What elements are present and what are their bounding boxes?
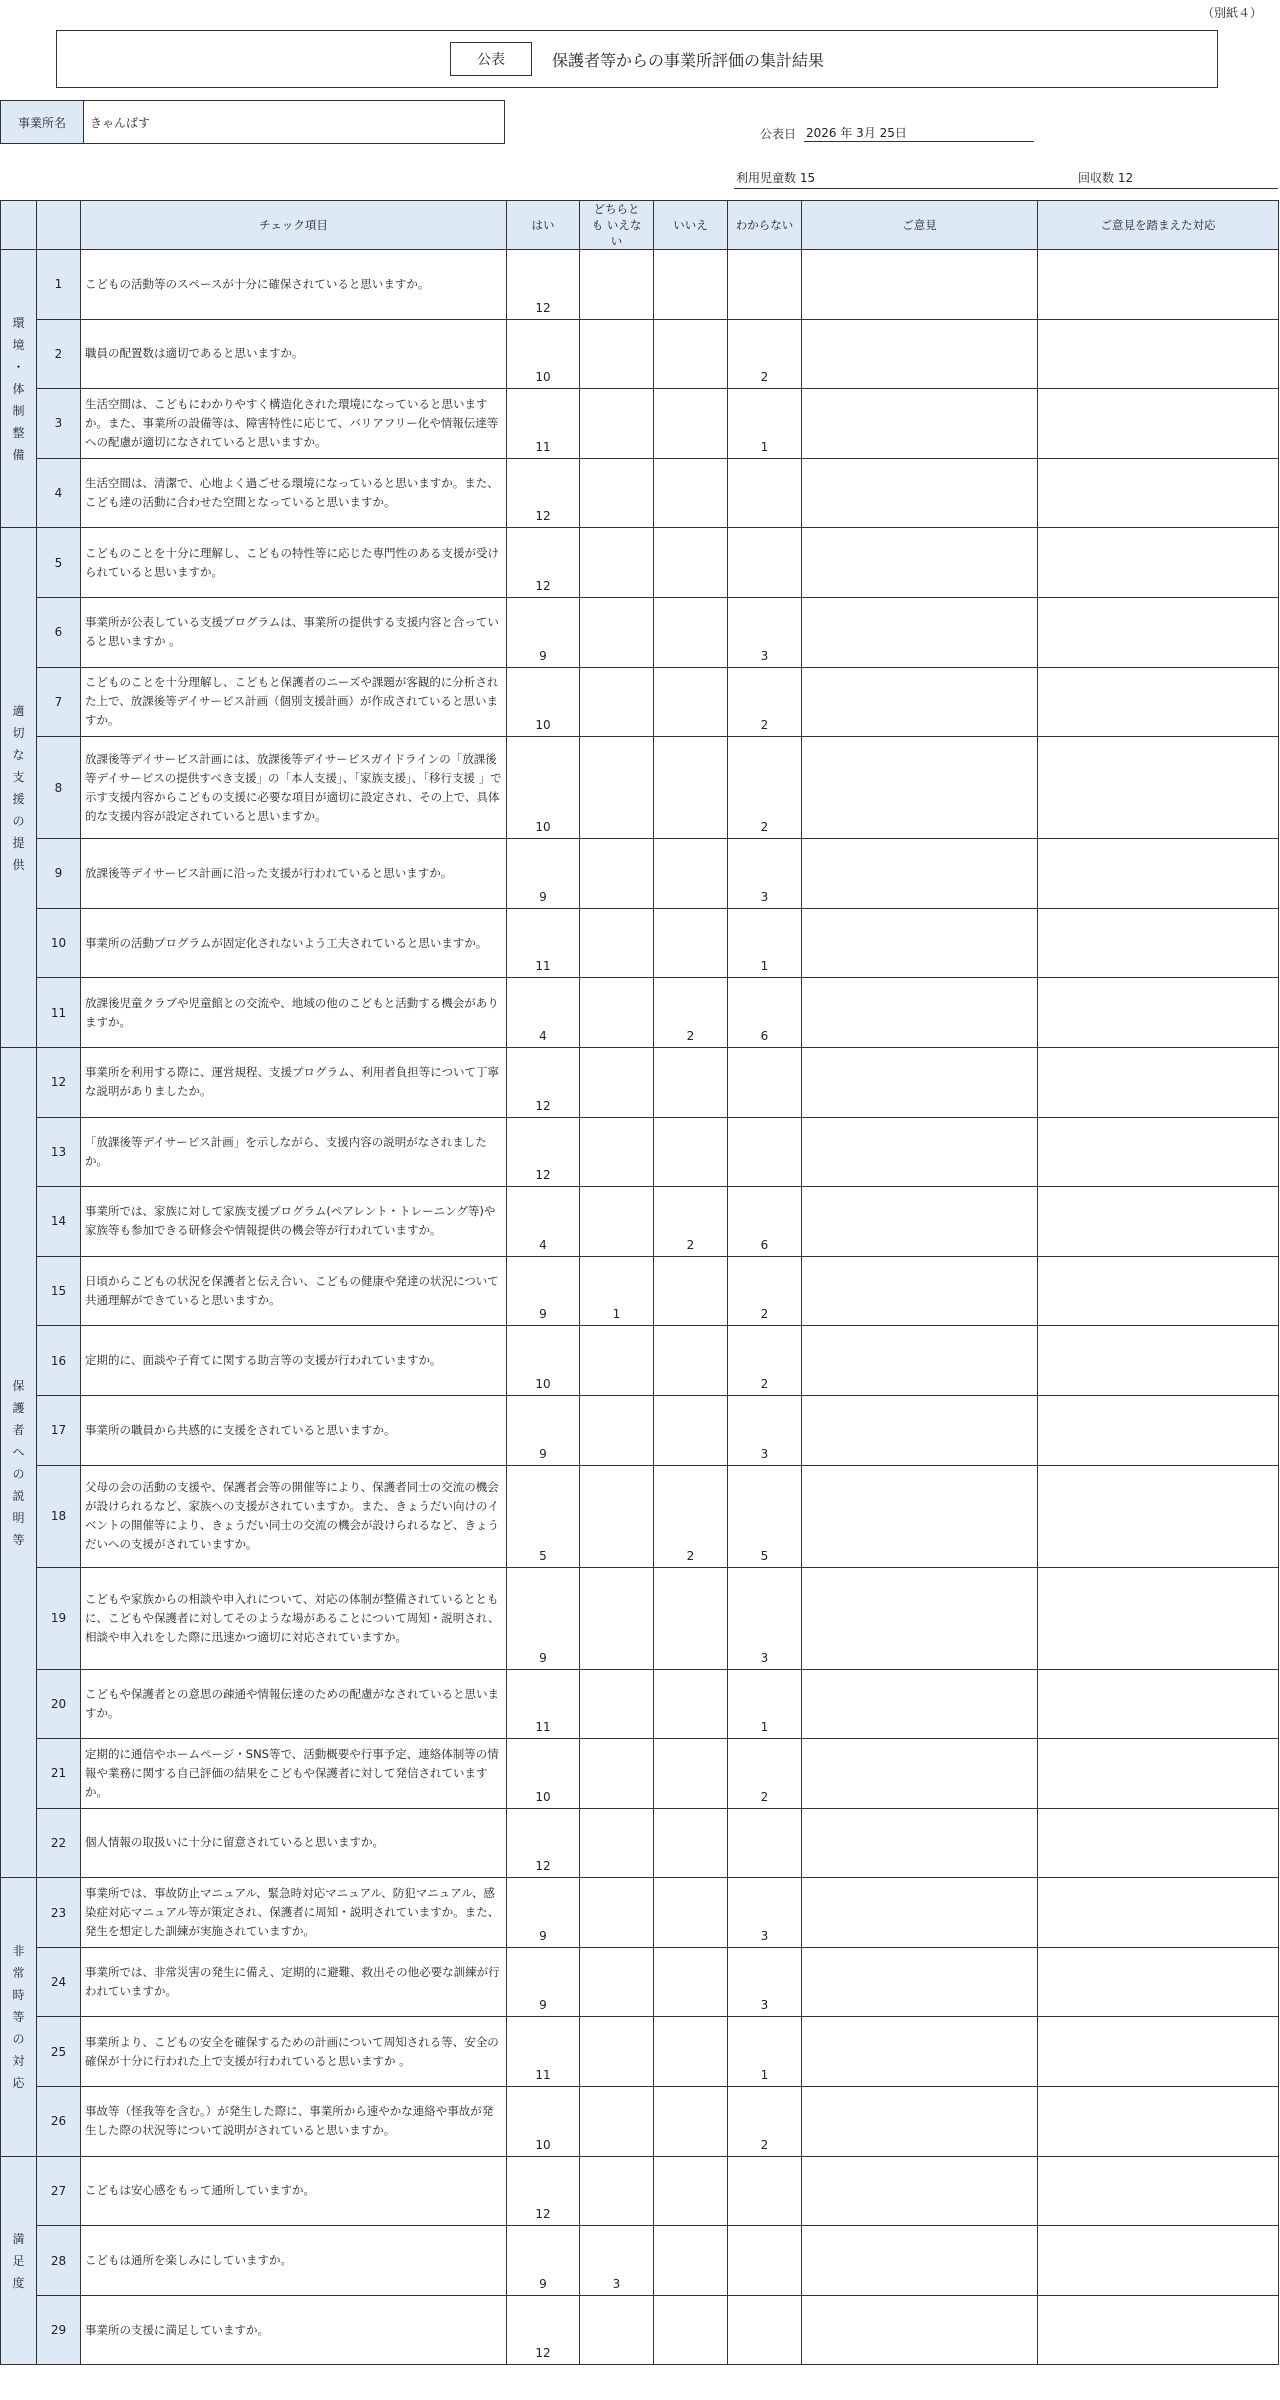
yes-count: 10 [507,1739,580,1809]
unknown-count: 1 [728,2017,802,2087]
opinion-cell [802,389,1038,459]
table-row [1,978,1279,1048]
opinion-cell [802,1395,1038,1465]
table-row [1,250,1279,320]
yes-count: 9 [507,1256,580,1326]
table-row [1,839,1279,909]
unknown-count [728,1808,802,1878]
no-count [654,737,728,839]
opinion-cell [802,839,1038,909]
row-number: 25 [37,2017,81,2087]
unknown-count: 2 [728,667,802,737]
header-neither: どちらとも いえない [580,201,654,250]
no-count [654,2295,728,2365]
no-count [654,1567,728,1669]
check-item-text: こどものことを十分に理解し、こどもの特性等に応じた専門性のある支援が受けられていると思いますか。 [81,528,507,598]
check-item-text: 事業所を利用する際に、運営規程、支援プログラム、利用者負担等について丁寧な説明がありましたか。 [81,1047,507,1117]
response-cell [1038,2017,1279,2087]
neither-count [580,1465,654,1567]
table-header-row [1,201,1279,250]
row-number: 22 [37,1808,81,1878]
table-row [1,2295,1279,2365]
category-label [1,2156,37,2365]
office-name-value: きゃんばす [90,115,151,130]
neither-count [580,1808,654,1878]
table-row [1,528,1279,598]
yes-count: 12 [507,1808,580,1878]
no-count: 2 [654,1187,728,1257]
response-cell [1038,839,1279,909]
neither-count [580,1187,654,1257]
category-text: 非 常 時 等 の 対 応 [12,1943,25,2090]
no-count [654,1326,728,1396]
check-item-text: 事業所では、非常災害の発生に備え、定期的に避難、救出その他必要な訓練が行われていますか。 [81,1947,507,2017]
yes-count: 9 [507,597,580,667]
yes-count: 11 [507,2017,580,2087]
returned-count-value: 12 [1117,171,1134,185]
response-cell [1038,1808,1279,1878]
opinion-cell [802,250,1038,320]
unknown-count: 3 [728,1567,802,1669]
yes-count: 10 [507,1326,580,1396]
check-item-text: 放課後等デイサービス計画に沿った支援が行われていると思いますか。 [81,839,507,909]
no-count [654,1739,728,1809]
unknown-count: 1 [728,908,802,978]
category-label [1,250,37,528]
opinion-cell [802,1187,1038,1257]
neither-count [580,389,654,459]
neither-count [580,908,654,978]
returned-count-label: 回収数 [1078,171,1115,185]
neither-count [580,1326,654,1396]
unknown-count [728,250,802,320]
check-item-text: こどものことを十分理解し、こどもと保護者のニーズや課題が客観的に分析された上で、放課後等デイサービス計画（個別支援計画）が作成されていると思いますか。 [81,667,507,737]
table-row [1,319,1279,389]
opinion-cell [802,908,1038,978]
row-number: 7 [37,667,81,737]
category-label [1,528,37,1048]
yes-count: 9 [507,839,580,909]
response-cell [1038,737,1279,839]
yes-count: 12 [507,1117,580,1187]
neither-count: 3 [580,2226,654,2296]
unknown-count: 3 [728,1878,802,1948]
neither-count [580,1947,654,2017]
category-text: 環 境 ・ 体 制 整 備 [12,315,25,462]
publication-badge: 公表 [450,42,532,76]
neither-count [580,2295,654,2365]
yes-count: 4 [507,978,580,1048]
row-number: 23 [37,1878,81,1948]
opinion-cell [802,597,1038,667]
response-cell [1038,1739,1279,1809]
neither-count [580,1567,654,1669]
opinion-cell [802,2017,1038,2087]
response-cell [1038,908,1279,978]
neither-count [580,1669,654,1739]
header-check-item: チェック項目 [81,201,507,250]
table-row [1,1669,1279,1739]
row-number: 12 [37,1047,81,1117]
no-count [654,458,728,528]
table-row [1,1117,1279,1187]
no-count [654,528,728,598]
unknown-count: 1 [728,389,802,459]
yes-count: 10 [507,737,580,839]
no-count [654,1878,728,1948]
neither-count [580,2087,654,2157]
unknown-count: 2 [728,2087,802,2157]
table-row [1,389,1279,459]
page-title: 保護者等からの事業所評価の集計結果 [551,50,824,70]
check-item-text: 日頃からこどもの状況を保護者と伝え合い、こどもの健康や発達の状況について共通理解ができていると思いますか。 [81,1256,507,1326]
opinion-cell [802,978,1038,1048]
check-item-text: 事業所が公表している支援プログラムは、事業所の提供する支援内容と合っていると思いますか 。 [81,597,507,667]
unknown-count: 2 [728,1739,802,1809]
row-number: 2 [37,319,81,389]
publication-date [760,124,1034,142]
no-count [654,1947,728,2017]
row-number: 19 [37,1567,81,1669]
unknown-count [728,2156,802,2226]
neither-count [580,1739,654,1809]
check-item-text: 生活空間は、こどもにわかりやすく構造化された環境になっていると思いますか。また、事業所の設備等は、障害特性に応じて、バリアフリー化や情報伝達等への配慮が適切になされていると思いますか。 [81,389,507,459]
no-count [654,319,728,389]
opinion-cell [802,1739,1038,1809]
yes-count: 9 [507,1567,580,1669]
table-row [1,2087,1279,2157]
unknown-count [728,2226,802,2296]
header-unknown: わからない [728,201,802,250]
check-item-text: 定期的に通信やホームページ・SNS等で、活動概要や行事予定、連絡体制等の情報や業務に関する自己評価の結果をこどもや保護者に対して発信されていますか。 [81,1739,507,1809]
opinion-cell [802,667,1038,737]
opinion-cell [802,1567,1038,1669]
table-row [1,1395,1279,1465]
opinion-cell [802,528,1038,598]
response-cell [1038,458,1279,528]
response-cell [1038,250,1279,320]
header-no: いいえ [654,201,728,250]
response-cell [1038,1465,1279,1567]
category-text: 適 切 な 支 援 の 提 供 [12,703,25,872]
annex-label: （別紙４） [1201,6,1262,20]
neither-count [580,839,654,909]
row-number: 4 [37,458,81,528]
header-yes: はい [507,201,580,250]
neither-count [580,250,654,320]
no-count [654,1256,728,1326]
header-number [37,201,81,250]
no-count [654,2156,728,2226]
check-item-text: 事故等（怪我等を含む。）が発生した際に、事業所から速やかな連絡や事故が発生した際の状況等について説明がされていると思いますか。 [81,2087,507,2157]
publication-date-label: 公表日 [760,126,797,141]
opinion-cell [802,1808,1038,1878]
response-cell [1038,1047,1279,1117]
unknown-count [728,1117,802,1187]
row-number: 20 [37,1669,81,1739]
yes-count: 12 [507,2156,580,2226]
unknown-count: 2 [728,737,802,839]
check-item-text: 事業所では、家族に対して家族支援プログラム(ペアレント・トレーニング等)や家族等も参加できる研修会や情報提供の機会等が行われていますか。 [81,1187,507,1257]
table-row [1,1256,1279,1326]
unknown-count [728,2295,802,2365]
unknown-count [728,528,802,598]
table-row [1,1326,1279,1396]
yes-count: 11 [507,908,580,978]
opinion-cell [802,1947,1038,2017]
table-row [1,597,1279,667]
unknown-count: 3 [728,597,802,667]
no-count [654,1808,728,1878]
response-cell [1038,528,1279,598]
row-number: 9 [37,839,81,909]
yes-count: 11 [507,389,580,459]
row-number: 3 [37,389,81,459]
response-cell [1038,2295,1279,2365]
response-cell [1038,2156,1279,2226]
table-row [1,1739,1279,1809]
no-count [654,1669,728,1739]
opinion-cell [802,1047,1038,1117]
category-label [1,1047,37,1877]
row-number: 16 [37,1326,81,1396]
check-item-text: 生活空間は、清潔で、心地よく過ごせる環境になっていると思いますか。また、こども達の活動に合わせた空間となっていると思いますか。 [81,458,507,528]
table-row [1,1567,1279,1669]
yes-count: 10 [507,667,580,737]
check-item-text: 事業所の活動プログラムが固定化されないよう工夫されていると思いますか。 [81,908,507,978]
row-number: 11 [37,978,81,1048]
neither-count [580,667,654,737]
unknown-count [728,458,802,528]
neither-count [580,458,654,528]
neither-count [580,1047,654,1117]
unknown-count: 2 [728,1256,802,1326]
publication-date-value: 2026 年 3月 25日 [804,124,1034,142]
no-count [654,908,728,978]
neither-count [580,737,654,839]
opinion-cell [802,2226,1038,2296]
opinion-cell [802,1669,1038,1739]
category-label [1,1878,37,2156]
opinion-cell [802,2156,1038,2226]
response-cell [1038,1117,1279,1187]
yes-count: 5 [507,1465,580,1567]
response-cell [1038,2226,1279,2296]
response-cell [1038,389,1279,459]
row-number: 1 [37,250,81,320]
user-count [736,169,815,186]
table-row [1,737,1279,839]
unknown-count: 3 [728,1947,802,2017]
check-item-text: 事業所の支援に満足していますか。 [81,2295,507,2365]
row-number: 21 [37,1739,81,1809]
response-cell [1038,1187,1279,1257]
check-item-text: 事業所の職員から共感的に支援をされていると思いますか。 [81,1395,507,1465]
no-count: 2 [654,1465,728,1567]
neither-count [580,319,654,389]
unknown-count: 6 [728,1187,802,1257]
no-count: 2 [654,978,728,1048]
table-row [1,1808,1279,1878]
neither-count [580,528,654,598]
row-number: 18 [37,1465,81,1567]
unknown-count: 2 [728,319,802,389]
table-row [1,1947,1279,2017]
yes-count: 4 [507,1187,580,1257]
user-count-value: 15 [799,171,816,185]
row-number: 10 [37,908,81,978]
check-item-text: こどもは安心感をもって通所していますか。 [81,2156,507,2226]
yes-count: 11 [507,1669,580,1739]
office-name-box [0,100,505,144]
opinion-cell [802,2295,1038,2365]
yes-count: 12 [507,528,580,598]
opinion-cell [802,1326,1038,1396]
check-item-text: こどもや家族からの相談や申入れについて、対応の体制が整備されているとともに、こどもや保護者に対してそのような場があることについて周知・説明され、相談や申入れをした際に迅速かつ適切に対応されていますか。 [81,1567,507,1669]
response-cell [1038,319,1279,389]
check-item-text: こどもの活動等のスペースが十分に確保されていると思いますか。 [81,250,507,320]
row-number: 17 [37,1395,81,1465]
neither-count [580,1395,654,1465]
no-count [654,1395,728,1465]
check-item-text: 事業所より、こどもの安全を確保するための計画について周知される等、安全の確保が十分に行われた上で支援が行われていると思いますか 。 [81,2017,507,2087]
check-item-text: 事業所では、事故防止マニュアル、緊急時対応マニュアル、防犯マニュアル、感染症対応マニュアル等が策定され、保護者に周知・説明されていますか。また、発生を想定した訓練が実施されていますか。 [81,1878,507,1948]
table-row [1,1878,1279,1948]
unknown-count: 6 [728,978,802,1048]
table-row [1,667,1279,737]
opinion-cell [802,458,1038,528]
neither-count [580,978,654,1048]
no-count [654,2017,728,2087]
row-number: 15 [37,1256,81,1326]
opinion-cell [802,2087,1038,2157]
unknown-count: 3 [728,1395,802,1465]
row-number: 29 [37,2295,81,2365]
yes-count: 9 [507,2226,580,2296]
no-count [654,250,728,320]
yes-count: 10 [507,2087,580,2157]
yes-count: 12 [507,1047,580,1117]
row-number: 24 [37,1947,81,2017]
neither-count [580,1878,654,1948]
check-item-text: 定期的に、面談や子育てに関する助言等の支援が行われていますか。 [81,1326,507,1396]
table-row [1,2226,1279,2296]
table-row [1,2017,1279,2087]
check-item-text: 放課後等デイサービス計画には、放課後等デイサービスガイドラインの「放課後等デイサービスの提供すべき支援」の「本人支援」、「家族支援」、「移行支援 」で示す支援内容からこどもの支援に必要な項目が適切に設定され、その上で、具体的な支援内容が設定されていると思いますか。 [81,737,507,839]
check-item-text: 放課後児童クラブや児童館との交流や、地域の他のこどもと活動する機会がありますか。 [81,978,507,1048]
row-number: 14 [37,1187,81,1257]
opinion-cell [802,737,1038,839]
no-count [654,839,728,909]
row-number: 28 [37,2226,81,2296]
neither-count [580,2156,654,2226]
check-item-text: 「放課後等デイサービス計画」を示しながら、支援内容の説明がなされましたか。 [81,1117,507,1187]
row-number: 26 [37,2087,81,2157]
no-count [654,1117,728,1187]
response-cell [1038,978,1279,1048]
yes-count: 9 [507,1878,580,1948]
yes-count: 9 [507,1947,580,2017]
response-cell [1038,1256,1279,1326]
unknown-count [728,1047,802,1117]
table-row [1,1465,1279,1567]
counts-underline [734,188,1278,189]
response-cell [1038,1947,1279,2017]
no-count [654,2226,728,2296]
evaluation-table [0,200,1279,2365]
unknown-count: 1 [728,1669,802,1739]
table-row [1,908,1279,978]
category-text: 保 護 者 へ の 説 明 等 [12,1378,25,1547]
response-cell [1038,2087,1279,2157]
table-row [1,458,1279,528]
opinion-cell [802,1465,1038,1567]
check-item-text: こどもは通所を楽しみにしていますか。 [81,2226,507,2296]
unknown-count: 5 [728,1465,802,1567]
neither-count [580,2017,654,2087]
opinion-cell [802,1117,1038,1187]
title-box [56,30,1218,88]
unknown-count: 3 [728,839,802,909]
check-item-text: 父母の会の活動の支援や、保護者会等の開催等により、保護者同士の交流の機会が設けられるなど、家族への支援がされていますか。また、きょうだい向けのイベントの開催等により、きょうだい同士の交流の機会が設けられるなど、きょうだいへの支援がされていますか。 [81,1465,507,1567]
response-cell [1038,1326,1279,1396]
user-count-label: 利用児童数 [736,171,797,185]
neither-count [580,597,654,667]
row-number: 5 [37,528,81,598]
unknown-count: 2 [728,1326,802,1396]
yes-count: 10 [507,319,580,389]
row-number: 27 [37,2156,81,2226]
returned-count [1078,169,1133,186]
no-count [654,389,728,459]
yes-count: 12 [507,250,580,320]
no-count [654,597,728,667]
response-cell [1038,597,1279,667]
no-count [654,667,728,737]
table-row [1,1187,1279,1257]
response-cell [1038,667,1279,737]
neither-count: 1 [580,1256,654,1326]
response-cell [1038,1878,1279,1948]
response-cell [1038,1395,1279,1465]
table-row [1,2156,1279,2226]
neither-count [580,1117,654,1187]
row-number: 6 [37,597,81,667]
yes-count: 12 [507,2295,580,2365]
yes-count: 9 [507,1395,580,1465]
response-cell [1038,1567,1279,1669]
yes-count: 12 [507,458,580,528]
header-response: ご意見を踏まえた対応 [1038,201,1279,250]
table-row [1,1047,1279,1117]
row-number: 13 [37,1117,81,1187]
header-opinion: ご意見 [802,201,1038,250]
category-text: 満 足 度 [12,2231,25,2290]
no-count [654,1047,728,1117]
header-category [1,201,37,250]
opinion-cell [802,319,1038,389]
opinion-cell [802,1878,1038,1948]
opinion-cell [802,1256,1038,1326]
row-number: 8 [37,737,81,839]
check-item-text: 個人情報の取扱いに十分に留意されていると思いますか。 [81,1808,507,1878]
check-item-text: こどもや保護者との意思の疎通や情報伝達のための配慮がなされていると思いますか。 [81,1669,507,1739]
office-name-label: 事業所名 [1,101,84,143]
response-cell [1038,1669,1279,1739]
check-item-text: 職員の配置数は適切であると思いますか。 [81,319,507,389]
no-count [654,2087,728,2157]
